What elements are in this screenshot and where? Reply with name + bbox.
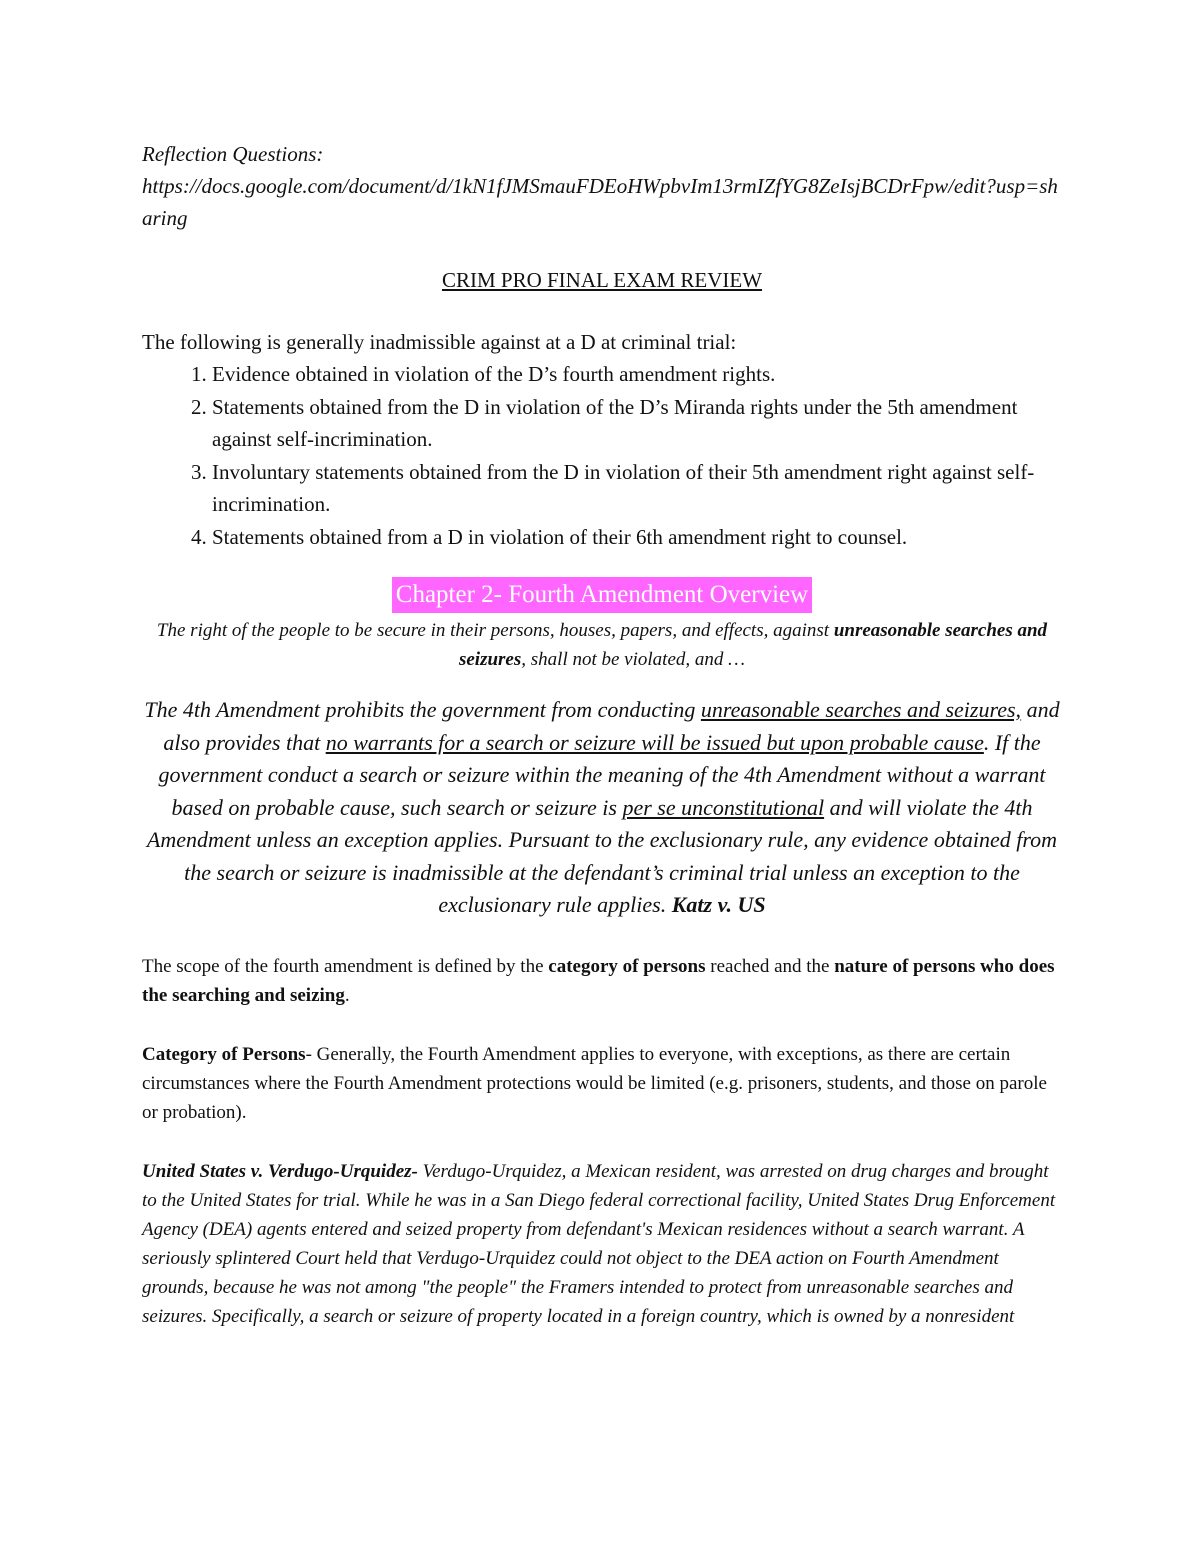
document-page bbox=[142, 138, 1062, 1331]
amendment-summary bbox=[142, 694, 1062, 922]
summary-text: . If the government conduct a search or seizure within the meaning of the 4th Amendment without a warrant based on probable cause, such search or seizure is bbox=[158, 729, 1046, 820]
chapter-heading-wrap bbox=[142, 577, 1062, 616]
reflection-link[interactable]: https://docs.google.com/document/d/1kN1fJMSmauFDEoHWpbvIm13rmIZfYG8ZeIsjBCDrFpw/edit?usp=sharing bbox=[142, 174, 1058, 230]
scope-bold: category of persons bbox=[548, 955, 706, 977]
chapter-heading: Chapter 2- Fourth Amendment Overview bbox=[392, 577, 812, 613]
persons-label: Category of Persons bbox=[142, 1043, 306, 1065]
case-text: Verdugo-Urquidez, a Mexican resident, was arrested on drug charges and brought to the United States for trial. While he was in a San Diego federal correctional facility, United States Drug Enforcement Agency (DEA) agents entered and seized property from defendant's Mexican residences without a search warrant. A seriously splintered Court held that Verdugo-Urquidez could not object to the DEA action on Fourth Amendment grounds, because he was not among "the people" the Framers intended to protect from unreasonable searches and seizures. Specifically, a search or seizure of property located in a foreign country, which is owned by a nonresident bbox=[142, 1160, 1056, 1327]
quote-start: The right of the people to be secure in their persons, houses, papers, and effects, against bbox=[156, 620, 834, 641]
summary-text: and will violate the 4th Amendment unless an exception applies. Pursuant to the exclusionary rule, any evidence obtained from the search or seizure is inadmissible at the defendant’s criminal trial unless an exception to the exclusionary rule applies. bbox=[146, 794, 1058, 917]
list-item: 3. Involuntary statements obtained from the D in violation of their 5th amendment right against self-incrimination. bbox=[212, 456, 1062, 521]
quote-end: , shall not be violated, and … bbox=[521, 649, 746, 670]
category-of-persons-paragraph bbox=[142, 1040, 1062, 1127]
scope-text: The scope of the fourth amendment is defined by the bbox=[142, 955, 549, 977]
summary-underline: per se unconstitutional bbox=[622, 794, 825, 820]
case-paragraph bbox=[142, 1157, 1062, 1331]
document-title: CRIM PRO FINAL EXAM REVIEW bbox=[441, 268, 763, 292]
scope-text: reached and the bbox=[705, 955, 835, 977]
intro-text: The following is generally inadmissible against at a D at criminal trial: bbox=[142, 330, 737, 354]
reflection-label: Reflection Questions: bbox=[142, 142, 324, 166]
persons-text: - Generally, the Fourth Amendment applies to everyone, with exceptions, as there are certain circumstances where the Fourth Amendment protections would be limited (e.g. prisoners, students, and those on parole or probation). bbox=[142, 1043, 1047, 1123]
summary-case-cite: Katz v. US bbox=[671, 892, 766, 917]
summary-text: and also provides that bbox=[163, 697, 1060, 755]
amendment-quote bbox=[142, 616, 1062, 674]
scope-paragraph bbox=[142, 952, 1062, 1010]
quote-bold: unreasonable searches and seizures bbox=[458, 620, 1048, 670]
summary-underline: no warrants for a search or seizure will be issued but upon probable cause bbox=[325, 729, 984, 755]
scope-bold: nature of persons who does the searching and seizing bbox=[142, 955, 1055, 1006]
inadmissible-list bbox=[142, 358, 1062, 553]
case-title: United States v. Verdugo-Urquidez- bbox=[142, 1160, 418, 1182]
list-item: 4. Statements obtained from a D in violation of their 6th amendment right to counsel. bbox=[212, 521, 1062, 554]
summary-text: The 4th Amendment prohibits the government from conducting bbox=[144, 697, 701, 722]
list-item: 2. Statements obtained from the D in violation of the D’s Miranda rights under the 5th amendment against self-incrimination. bbox=[212, 391, 1062, 456]
list-item: 1. Evidence obtained in violation of the D’s fourth amendment rights. bbox=[212, 358, 1062, 391]
summary-underline: unreasonable searches and seizures, bbox=[700, 697, 1022, 722]
scope-text: . bbox=[344, 984, 350, 1006]
reflection-block bbox=[142, 138, 1062, 234]
